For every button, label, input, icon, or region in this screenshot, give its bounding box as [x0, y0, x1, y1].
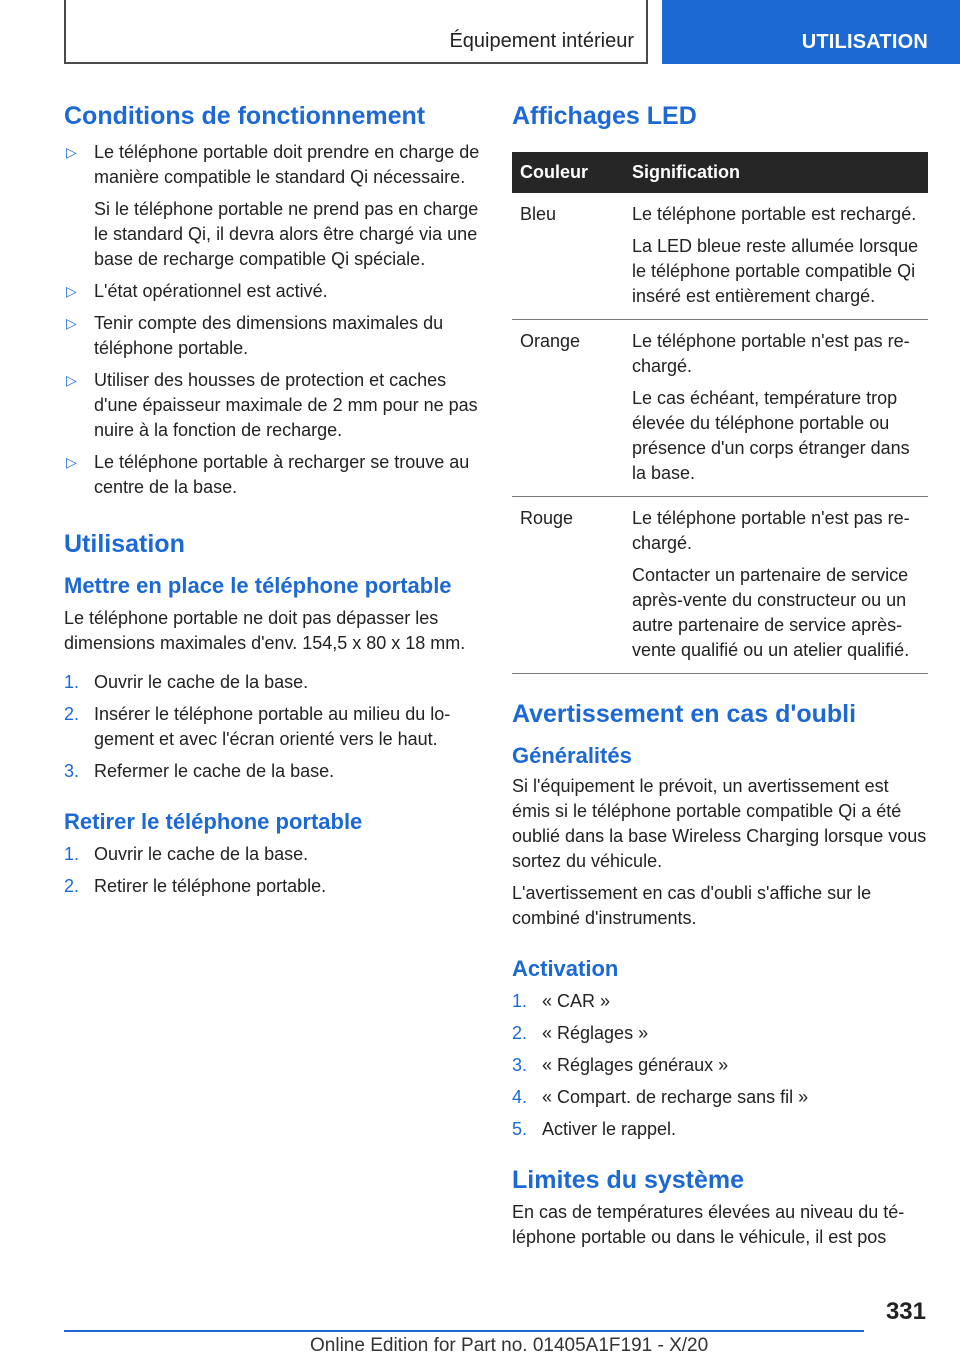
step-text: « Réglages » [542, 1023, 649, 1043]
meaning-line: Le cas échéant, température trop élevée du téléphone portable ou présence d'un corps étranger dans la base. [632, 388, 910, 483]
step-item [512, 989, 928, 1014]
triangle-bullet-icon: ▷ [66, 315, 77, 331]
header-chapter [662, 0, 960, 64]
col-meaning-header: Signification [624, 152, 928, 193]
led-table-header [512, 152, 928, 193]
general-heading: Généralités [512, 743, 632, 768]
step-text: « Compart. de recharge sans fil » [542, 1087, 809, 1107]
triangle-bullet-icon: ▷ [66, 372, 77, 388]
step-number: 1. [64, 672, 80, 692]
step-text: « Réglages généraux » [542, 1055, 729, 1075]
step-number: 2. [512, 1023, 528, 1043]
step-item [512, 1117, 928, 1142]
bullet-text: L'état opérationnel est activé. [94, 281, 328, 301]
footer-divider [64, 1330, 864, 1332]
step-number: 2. [64, 704, 80, 724]
step-text: Refermer le cache de la base. [94, 761, 335, 781]
page-number: 331 [885, 1298, 926, 1325]
system-limits-heading: Limites du système [512, 1166, 745, 1194]
led-table [512, 152, 928, 674]
utilisation-heading: Utilisation [64, 530, 185, 558]
step-item [64, 842, 480, 867]
bullet-item [64, 279, 480, 304]
forget-warning-heading: Avertissement en cas d'oubli [512, 700, 857, 728]
step-text: Insérer le téléphone portable au milieu du logement et avec l'écran orienté vers le haut. [94, 704, 451, 749]
step-text: Activer le rappel. [542, 1119, 677, 1139]
meaning-line: Le téléphone portable n'est pas rechargé. [632, 508, 910, 553]
edition-footer: Online Edition for Part no. 01405A1F191 - X/20 [310, 1335, 709, 1356]
meaning-line: La LED bleue reste allumée lorsque le téléphone portable compatible Qi inséré est entièrement chargé. [632, 236, 919, 306]
general-paragraph: L'avertissement en cas d'oubli s'affiche sur le combiné d'instruments. [512, 883, 872, 928]
step-number: 4. [512, 1087, 528, 1107]
step-number: 1. [512, 991, 528, 1011]
step-number: 3. [512, 1055, 528, 1075]
step-number: 1. [64, 844, 80, 864]
led-heading: Affichages LED [512, 102, 697, 130]
header-section [64, 0, 648, 64]
bullet-text: Utiliser des housses de protection et caches d'une épaisseur maximale de 2 mm pour ne pas nuire à la fonction de recharge. [94, 370, 478, 440]
step-item [64, 702, 480, 752]
step-item [512, 1021, 928, 1046]
bullet-item [64, 140, 480, 272]
bullet-text: Le téléphone portable doit prendre en charge de manière compatible le standard Qi nécessaire. [94, 142, 480, 187]
triangle-bullet-icon: ▷ [66, 454, 77, 470]
table-row [512, 320, 928, 497]
led-meaning-cell [624, 193, 928, 320]
step-item [512, 1053, 928, 1078]
step-number: 5. [512, 1119, 528, 1139]
led-meaning-cell [624, 497, 928, 674]
meaning-line: Le téléphone portable est rechargé. [632, 204, 917, 224]
step-item [64, 759, 480, 784]
step-item [512, 1085, 928, 1110]
bullet-subtext: Si le téléphone portable ne prend pas en charge le standard Qi, il devra alors être chargé via une base de recharge compatible Qi spéciale. [94, 199, 479, 269]
bullet-item [64, 311, 480, 361]
bullet-text: Tenir compte des dimensions maximales du téléphone portable. [94, 313, 444, 358]
step-number: 3. [64, 761, 80, 781]
place-phone-text: Le téléphone portable ne doit pas dépasser les dimensions maximales d'env. 154,5 x 80 x 18 mm. [64, 608, 466, 653]
meaning-line: Le téléphone portable n'est pas rechargé. [632, 331, 910, 376]
activation-heading: Activation [512, 956, 619, 981]
general-paragraph: Si l'équipement le prévoit, un avertissement est émis si le téléphone portable compatible Qi a été oublié dans la base Wireless Charging lorsque vous sortez du véhicule. [512, 776, 927, 871]
header-chapter-label: UTILISATION [801, 31, 928, 53]
table-row [512, 193, 928, 320]
header-section-label: Équipement intérieur [449, 30, 634, 52]
led-meaning-cell [624, 320, 928, 497]
col-color-header: Couleur [512, 152, 624, 193]
step-item [64, 670, 480, 695]
step-number: 2. [64, 876, 80, 896]
meaning-line: Contacter un partenaire de service après-vente du constructeur ou un autre partenaire de service après-vente qualifié ou un atelier qualifié. [632, 565, 910, 660]
step-text: Ouvrir le cache de la base. [94, 672, 309, 692]
left-column [64, 100, 480, 899]
bullet-text: Le téléphone portable à recharger se trouve au centre de la base. [94, 452, 470, 497]
conditions-heading: Conditions de fonctionnement [64, 102, 426, 130]
step-text: Ouvrir le cache de la base. [94, 844, 309, 864]
step-item [64, 874, 480, 899]
table-row [512, 497, 928, 674]
led-color-cell: Rouge [512, 497, 624, 674]
led-color-cell: Bleu [512, 193, 624, 320]
triangle-bullet-icon: ▷ [66, 144, 77, 160]
led-color-cell: Orange [512, 320, 624, 497]
triangle-bullet-icon: ▷ [66, 283, 77, 299]
bullet-item [64, 450, 480, 500]
system-limits-text: En cas de températures élevées au niveau du téléphone portable ou dans le véhicule, il est pos [512, 1202, 905, 1247]
place-phone-heading: Mettre en place le téléphone portable [64, 573, 452, 598]
step-text: Retirer le téléphone portable. [94, 876, 327, 896]
bullet-item [64, 368, 480, 443]
step-text: « CAR » [542, 991, 611, 1011]
right-column [512, 100, 928, 1250]
remove-phone-heading: Retirer le téléphone portable [64, 809, 363, 834]
